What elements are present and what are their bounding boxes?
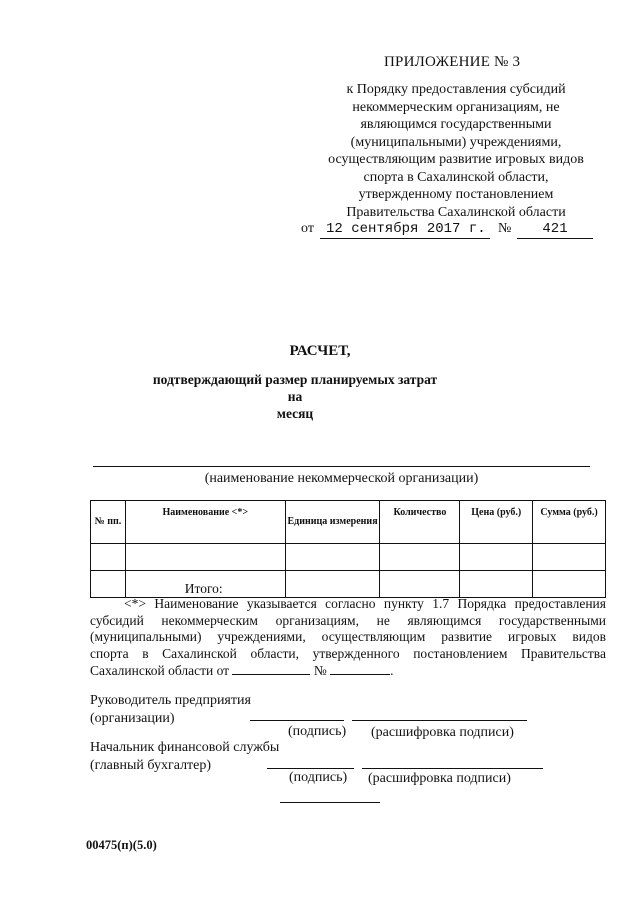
footnote-line-last <box>90 662 606 680</box>
appendix-reference <box>301 221 568 237</box>
subtitle-line: месяц <box>276 406 314 421</box>
organization-caption: (наименование некоммерческой организации) <box>204 471 479 486</box>
col-sum: Сумма (руб.) <box>533 501 606 544</box>
head-decoding-caption: (расшифровка подписи) <box>371 725 514 740</box>
appendix-line: некоммерческим организациям, не <box>352 99 560 115</box>
finance-signature-field[interactable] <box>267 768 354 769</box>
col-name: Наименование <*> <box>125 501 285 544</box>
table-cell[interactable] <box>533 544 606 571</box>
head-signature-field[interactable] <box>250 720 344 721</box>
table-cell[interactable] <box>380 544 460 571</box>
appendix-heading: ПРИЛОЖЕНИЕ № 3 <box>384 54 521 70</box>
table-cell[interactable] <box>285 571 380 598</box>
footnote-line: <*> Наименование указывается согласно пункту 1.7 Порядка предоставления <box>124 596 606 611</box>
footnote-region-text: Сахалинской области от <box>90 663 230 678</box>
finance-decoding-caption: (расшифровка подписи) <box>368 771 511 786</box>
from-label: от <box>301 221 314 236</box>
appendix-text <box>296 81 616 221</box>
footnote-date-field[interactable] <box>232 662 310 675</box>
table-cell[interactable] <box>285 544 380 571</box>
table-cell[interactable] <box>460 571 533 598</box>
footnote-line: (муниципальными) учреждениями, осуществляющим развитие игровых видов <box>90 629 606 644</box>
head-signature-caption: (подпись) <box>288 724 347 739</box>
head-title: Руководитель предприятия <box>90 693 251 708</box>
table-cell <box>91 571 126 598</box>
cost-table <box>90 500 606 598</box>
table-cell[interactable] <box>380 571 460 598</box>
footnote-number-label: № <box>313 663 327 678</box>
col-quantity: Количество <box>380 501 460 544</box>
table-header-row <box>91 501 606 544</box>
organization-name-field[interactable] <box>93 466 590 467</box>
form-code: 00475(п)(5.0) <box>86 838 157 852</box>
document-title: РАСЧЕТ, <box>289 343 351 359</box>
appendix-line: к Порядку предоставления субсидий <box>346 82 566 97</box>
resolution-date: 12 сентября 2017 г. <box>320 221 490 239</box>
extra-signature-field[interactable] <box>280 802 380 803</box>
document-subtitle <box>150 371 440 422</box>
finance-decoding-field[interactable] <box>362 768 543 769</box>
finance-title-sub: (главный бухгалтер) <box>90 757 212 773</box>
table-cell[interactable] <box>91 544 126 571</box>
head-title-sub: (организации) <box>90 710 175 726</box>
footnote-line: субсидий некоммерческим организациям, не являющимся государственными <box>90 612 606 628</box>
number-label: № <box>498 221 512 236</box>
appendix-line: (муниципальными) учреждениями, <box>350 134 562 150</box>
appendix-line: утвержденному постановлением <box>358 187 554 202</box>
footnote <box>90 596 606 680</box>
head-signature-block <box>90 692 251 727</box>
appendix-line: Правительства Сахалинской области <box>346 204 566 220</box>
footnote-line: спорта в Сахалинской области, утвержденного постановлением Правительства <box>90 645 606 661</box>
col-unit: Единица измерения <box>285 501 380 544</box>
footnote-number-field[interactable] <box>330 662 390 675</box>
table-cell[interactable] <box>125 544 285 571</box>
appendix-line: являющимся государственными <box>360 117 552 132</box>
footnote-period: . <box>390 663 394 678</box>
subtitle-line: подтверждающий размер планируемых затрат на <box>152 372 438 404</box>
table-cell[interactable] <box>460 544 533 571</box>
table-total-row <box>91 571 606 598</box>
appendix-line: спорта в Сахалинской области, <box>363 169 549 185</box>
appendix-line: осуществляющим развитие игровых видов <box>328 152 584 167</box>
finance-title: Начальник финансовой службы <box>90 740 280 755</box>
table-row <box>91 544 606 571</box>
total-label: Итого: <box>125 571 285 598</box>
table-cell[interactable] <box>533 571 606 598</box>
finance-signature-caption: (подпись) <box>289 770 348 785</box>
col-price: Цена (руб.) <box>460 501 533 544</box>
head-decoding-field[interactable] <box>352 720 527 721</box>
finance-signature-block <box>90 739 279 774</box>
col-number: № пп. <box>91 501 126 544</box>
resolution-number: 421 <box>517 221 593 239</box>
